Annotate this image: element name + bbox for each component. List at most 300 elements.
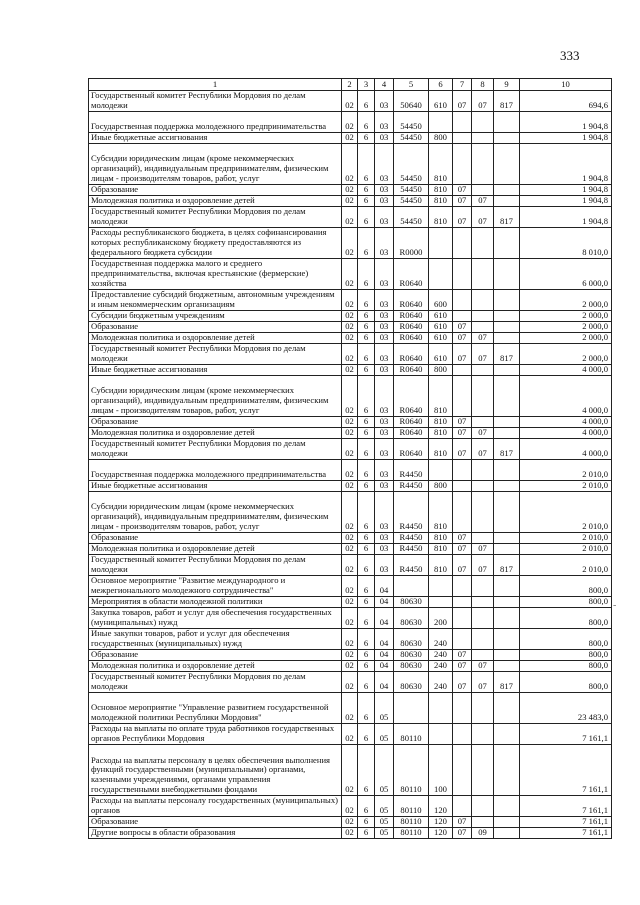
code-cell: [429, 112, 453, 133]
code-cell: 80110: [394, 828, 429, 839]
code-cell: 04: [375, 608, 394, 629]
code-cell: 03: [375, 207, 394, 228]
code-cell: 07: [472, 428, 494, 439]
code-cell: 02: [342, 207, 358, 228]
code-cell: [394, 693, 429, 724]
code-cell: [494, 228, 520, 259]
code-cell: 610: [429, 311, 453, 322]
row-name-cell: Государственная поддержка молодежного предпринимательства: [89, 460, 342, 481]
budget-table-sheet: [88, 78, 611, 839]
row-name-cell: Образование: [89, 533, 342, 544]
code-cell: [429, 259, 453, 290]
amount-cell: 1 904,8: [520, 112, 612, 133]
code-cell: [472, 376, 494, 417]
table-row: [89, 112, 612, 133]
code-cell: 240: [429, 672, 453, 693]
code-cell: [453, 228, 472, 259]
code-cell: 810: [429, 196, 453, 207]
table-row: [89, 333, 612, 344]
code-cell: R0640: [394, 322, 429, 333]
code-cell: 04: [375, 597, 394, 608]
code-cell: 6: [358, 376, 375, 417]
code-cell: 240: [429, 661, 453, 672]
table-row: [89, 650, 612, 661]
code-cell: 02: [342, 460, 358, 481]
amount-cell: 2 000,0: [520, 333, 612, 344]
code-cell: 07: [453, 533, 472, 544]
row-name-cell: Иные бюджетные ассигнования: [89, 481, 342, 492]
code-cell: 03: [375, 428, 394, 439]
code-cell: 810: [429, 555, 453, 576]
code-cell: 80110: [394, 745, 429, 796]
code-cell: 03: [375, 460, 394, 481]
amount-cell: 7 161,1: [520, 745, 612, 796]
table-row: [89, 365, 612, 376]
amount-cell: 694,6: [520, 91, 612, 112]
code-cell: 02: [342, 661, 358, 672]
code-cell: [472, 608, 494, 629]
row-name-cell: Молодежная политика и оздоровление детей: [89, 428, 342, 439]
code-cell: 120: [429, 796, 453, 817]
code-cell: 80630: [394, 672, 429, 693]
code-cell: 6: [358, 91, 375, 112]
code-cell: [494, 333, 520, 344]
code-cell: R0640: [394, 290, 429, 311]
row-name-cell: Субсидии юридическим лицам (кроме некоммерческих организаций), индивидуальным предпринимателям, физическим лицам - производителям товаров, работ, услуг: [89, 492, 342, 533]
code-cell: 810: [429, 533, 453, 544]
amount-cell: 800,0: [520, 576, 612, 597]
code-cell: 07: [453, 322, 472, 333]
code-cell: 02: [342, 322, 358, 333]
amount-cell: 2 000,0: [520, 344, 612, 365]
code-cell: 800: [429, 133, 453, 144]
code-cell: 02: [342, 333, 358, 344]
row-name-cell: Государственная поддержка молодежного предпринимательства: [89, 112, 342, 133]
row-name-cell: Иные закупки товаров, работ и услуг для обеспечения государственных (муниципальных) нужд: [89, 629, 342, 650]
col-header: 7: [453, 79, 472, 91]
code-cell: 03: [375, 228, 394, 259]
code-cell: 02: [342, 817, 358, 828]
col-header: 3: [358, 79, 375, 91]
code-cell: [494, 724, 520, 745]
code-cell: 03: [375, 290, 394, 311]
code-cell: 05: [375, 693, 394, 724]
row-name-cell: Молодежная политика и оздоровление детей: [89, 196, 342, 207]
code-cell: 09: [472, 828, 494, 839]
row-name-cell: Образование: [89, 185, 342, 196]
code-cell: 120: [429, 817, 453, 828]
budget-table: [88, 78, 612, 839]
amount-cell: 4 000,0: [520, 365, 612, 376]
row-name-cell: Расходы на выплаты по оплате труда работников государственных органов Республики Мордовия: [89, 724, 342, 745]
row-name-cell: Расходы республиканского бюджета, в целях софинансирования которых республиканскому бюджету предоставляются из федерального бюджета субсидии: [89, 228, 342, 259]
row-name-cell: Молодежная политика и оздоровление детей: [89, 333, 342, 344]
code-cell: 6: [358, 344, 375, 365]
code-cell: 240: [429, 650, 453, 661]
row-name-cell: Расходы на выплаты персоналу государственных (муниципальных) органов: [89, 796, 342, 817]
code-cell: 07: [453, 91, 472, 112]
code-cell: 03: [375, 112, 394, 133]
amount-cell: 2 000,0: [520, 290, 612, 311]
page-number: 333: [560, 48, 580, 63]
code-cell: 200: [429, 608, 453, 629]
code-cell: 07: [472, 544, 494, 555]
row-name-cell: Закупка товаров, работ и услуг для обеспечения государственных (муниципальных) нужд: [89, 608, 342, 629]
code-cell: R4450: [394, 481, 429, 492]
amount-cell: 1 904,8: [520, 185, 612, 196]
code-cell: 03: [375, 196, 394, 207]
amount-cell: 2 010,0: [520, 481, 612, 492]
code-cell: R0640: [394, 428, 429, 439]
row-name-cell: Молодежная политика и оздоровление детей: [89, 544, 342, 555]
code-cell: R0640: [394, 376, 429, 417]
code-cell: [453, 290, 472, 311]
row-name-cell: Государственный комитет Республики Мордовия по делам молодежи: [89, 91, 342, 112]
table-row: [89, 576, 612, 597]
code-cell: [494, 828, 520, 839]
code-cell: 6: [358, 745, 375, 796]
code-cell: [494, 185, 520, 196]
code-cell: R4450: [394, 533, 429, 544]
code-cell: 817: [494, 344, 520, 365]
amount-cell: 800,0: [520, 629, 612, 650]
table-row: [89, 745, 612, 796]
table-row: [89, 311, 612, 322]
amount-cell: 2 010,0: [520, 460, 612, 481]
table-row: [89, 185, 612, 196]
table-row: [89, 481, 612, 492]
code-cell: 6: [358, 228, 375, 259]
code-cell: 817: [494, 91, 520, 112]
code-cell: R0640: [394, 311, 429, 322]
code-cell: 810: [429, 376, 453, 417]
table-row: [89, 492, 612, 533]
code-cell: [472, 481, 494, 492]
code-cell: [472, 492, 494, 533]
code-cell: 04: [375, 672, 394, 693]
table-row: [89, 228, 612, 259]
code-cell: 02: [342, 796, 358, 817]
code-cell: 54450: [394, 196, 429, 207]
code-cell: 80630: [394, 608, 429, 629]
code-cell: R0640: [394, 365, 429, 376]
col-header: 5: [394, 79, 429, 91]
amount-cell: 8 010,0: [520, 228, 612, 259]
code-cell: [472, 817, 494, 828]
code-cell: 02: [342, 544, 358, 555]
code-cell: 04: [375, 650, 394, 661]
table-row: [89, 91, 612, 112]
code-cell: 07: [453, 828, 472, 839]
table-row: [89, 344, 612, 365]
code-cell: 05: [375, 817, 394, 828]
code-cell: 02: [342, 133, 358, 144]
code-cell: [472, 185, 494, 196]
code-cell: 03: [375, 344, 394, 365]
code-cell: 6: [358, 322, 375, 333]
code-cell: 6: [358, 333, 375, 344]
code-cell: 6: [358, 672, 375, 693]
code-cell: 04: [375, 629, 394, 650]
code-cell: 02: [342, 439, 358, 460]
code-cell: [472, 533, 494, 544]
code-cell: R0640: [394, 344, 429, 365]
code-cell: 80630: [394, 597, 429, 608]
code-cell: 6: [358, 724, 375, 745]
table-row: [89, 629, 612, 650]
code-cell: [494, 796, 520, 817]
code-cell: 07: [472, 207, 494, 228]
code-cell: R0000: [394, 228, 429, 259]
code-cell: 810: [429, 439, 453, 460]
amount-cell: 4 000,0: [520, 376, 612, 417]
code-cell: 07: [472, 196, 494, 207]
code-cell: 03: [375, 333, 394, 344]
code-cell: 6: [358, 439, 375, 460]
code-cell: 100: [429, 745, 453, 796]
code-cell: [494, 376, 520, 417]
code-cell: [472, 650, 494, 661]
col-header: 6: [429, 79, 453, 91]
code-cell: 02: [342, 91, 358, 112]
code-cell: 120: [429, 828, 453, 839]
code-cell: [494, 460, 520, 481]
code-cell: 817: [494, 439, 520, 460]
code-cell: 54450: [394, 185, 429, 196]
code-cell: 07: [453, 672, 472, 693]
code-cell: 6: [358, 608, 375, 629]
code-cell: [494, 144, 520, 185]
code-cell: 610: [429, 322, 453, 333]
code-cell: 05: [375, 828, 394, 839]
code-cell: 02: [342, 344, 358, 365]
amount-cell: 2 010,0: [520, 544, 612, 555]
code-cell: 810: [429, 428, 453, 439]
code-cell: 07: [453, 196, 472, 207]
code-cell: [472, 796, 494, 817]
amount-cell: 6 000,0: [520, 259, 612, 290]
code-cell: [453, 608, 472, 629]
amount-cell: 1 904,8: [520, 207, 612, 228]
code-cell: 07: [453, 185, 472, 196]
code-cell: 6: [358, 555, 375, 576]
table-row: [89, 259, 612, 290]
row-name-cell: Государственный комитет Республики Мордовия по делам молодежи: [89, 439, 342, 460]
col-header: 2: [342, 79, 358, 91]
code-cell: 07: [472, 91, 494, 112]
code-cell: [494, 608, 520, 629]
code-cell: 6: [358, 207, 375, 228]
code-cell: 800: [429, 481, 453, 492]
code-cell: 03: [375, 91, 394, 112]
code-cell: 6: [358, 311, 375, 322]
code-cell: 50640: [394, 91, 429, 112]
code-cell: 04: [375, 576, 394, 597]
table-row: [89, 693, 612, 724]
code-cell: 07: [453, 544, 472, 555]
code-cell: [453, 796, 472, 817]
table-row: [89, 724, 612, 745]
code-cell: [453, 259, 472, 290]
code-cell: 03: [375, 144, 394, 185]
code-cell: 07: [453, 428, 472, 439]
code-cell: 610: [429, 91, 453, 112]
code-cell: [453, 311, 472, 322]
table-row: [89, 439, 612, 460]
amount-cell: 1 904,8: [520, 196, 612, 207]
code-cell: [472, 693, 494, 724]
code-cell: [472, 322, 494, 333]
code-cell: [472, 724, 494, 745]
code-cell: [472, 365, 494, 376]
code-cell: 80110: [394, 817, 429, 828]
code-cell: 02: [342, 555, 358, 576]
code-cell: 02: [342, 828, 358, 839]
amount-cell: 2 010,0: [520, 533, 612, 544]
code-cell: 6: [358, 693, 375, 724]
code-cell: 03: [375, 185, 394, 196]
code-cell: 6: [358, 796, 375, 817]
col-header: 8: [472, 79, 494, 91]
col-header: 10: [520, 79, 612, 91]
code-cell: [494, 196, 520, 207]
code-cell: 02: [342, 376, 358, 417]
table-row: [89, 428, 612, 439]
row-name-cell: Государственный комитет Республики Мордовия по делам молодежи: [89, 344, 342, 365]
code-cell: 80630: [394, 661, 429, 672]
code-cell: [494, 311, 520, 322]
code-cell: [453, 365, 472, 376]
table-row: [89, 290, 612, 311]
table-row: [89, 544, 612, 555]
table-row: [89, 597, 612, 608]
code-cell: [472, 133, 494, 144]
code-cell: [494, 492, 520, 533]
code-cell: 6: [358, 417, 375, 428]
code-cell: [494, 544, 520, 555]
code-cell: 6: [358, 661, 375, 672]
row-name-cell: Образование: [89, 417, 342, 428]
code-cell: [494, 661, 520, 672]
code-cell: 6: [358, 544, 375, 555]
code-cell: 80110: [394, 724, 429, 745]
code-cell: 6: [358, 112, 375, 133]
code-cell: 6: [358, 196, 375, 207]
code-cell: [453, 376, 472, 417]
code-cell: [453, 481, 472, 492]
code-cell: [429, 724, 453, 745]
code-cell: 810: [429, 417, 453, 428]
code-cell: 02: [342, 597, 358, 608]
code-cell: [453, 629, 472, 650]
code-cell: 54450: [394, 133, 429, 144]
code-cell: [494, 650, 520, 661]
code-cell: [453, 460, 472, 481]
code-cell: [494, 629, 520, 650]
code-cell: 810: [429, 144, 453, 185]
code-cell: 610: [429, 344, 453, 365]
code-cell: 6: [358, 144, 375, 185]
code-cell: 02: [342, 428, 358, 439]
code-cell: 810: [429, 492, 453, 533]
code-cell: [429, 597, 453, 608]
code-cell: 02: [342, 724, 358, 745]
code-cell: 02: [342, 745, 358, 796]
code-cell: [494, 290, 520, 311]
code-cell: 07: [453, 817, 472, 828]
code-cell: 80110: [394, 796, 429, 817]
code-cell: 04: [375, 661, 394, 672]
code-cell: 80630: [394, 650, 429, 661]
code-cell: 02: [342, 533, 358, 544]
code-cell: 03: [375, 259, 394, 290]
code-cell: 02: [342, 693, 358, 724]
code-cell: [453, 576, 472, 597]
code-cell: 07: [453, 661, 472, 672]
code-cell: R0640: [394, 333, 429, 344]
code-cell: 6: [358, 533, 375, 544]
table-row: [89, 460, 612, 481]
code-cell: 07: [472, 344, 494, 365]
amount-cell: 7 161,1: [520, 817, 612, 828]
row-name-cell: Государственный комитет Республики Мордовия по делам молодежи: [89, 555, 342, 576]
col-header: 1: [89, 79, 342, 91]
code-cell: [472, 144, 494, 185]
code-cell: 6: [358, 259, 375, 290]
amount-cell: 800,0: [520, 650, 612, 661]
code-cell: 02: [342, 228, 358, 259]
code-cell: 6: [358, 133, 375, 144]
code-cell: 02: [342, 185, 358, 196]
code-cell: [494, 417, 520, 428]
row-name-cell: Предоставление субсидий бюджетным, автономным учреждениям и иным некоммерческим организациям: [89, 290, 342, 311]
code-cell: 817: [494, 207, 520, 228]
code-cell: 6: [358, 481, 375, 492]
row-name-cell: Субсидии юридическим лицам (кроме некоммерческих организаций), индивидуальным предпринимателям, физическим лицам - производителям товаров, работ, услуг: [89, 376, 342, 417]
code-cell: 600: [429, 290, 453, 311]
code-cell: [394, 576, 429, 597]
code-cell: R4450: [394, 492, 429, 533]
row-name-cell: Иные бюджетные ассигнования: [89, 365, 342, 376]
code-cell: 07: [453, 207, 472, 228]
table-row: [89, 555, 612, 576]
code-cell: 6: [358, 650, 375, 661]
code-cell: 6: [358, 428, 375, 439]
code-cell: 6: [358, 629, 375, 650]
code-cell: [472, 460, 494, 481]
row-name-cell: Субсидии юридическим лицам (кроме некоммерческих организаций), индивидуальным предпринимателям, физическим лицам - производителям товаров, работ, услуг: [89, 144, 342, 185]
code-cell: [472, 597, 494, 608]
code-cell: [453, 693, 472, 724]
code-cell: R0640: [394, 439, 429, 460]
code-cell: [494, 745, 520, 796]
amount-cell: 4 000,0: [520, 428, 612, 439]
code-cell: R0640: [394, 417, 429, 428]
row-name-cell: Мероприятия в области молодежной политики: [89, 597, 342, 608]
row-name-cell: Основное мероприятие "Развитие международного и межрегионального молодежного сотрудничества": [89, 576, 342, 597]
table-row: [89, 608, 612, 629]
code-cell: 07: [453, 439, 472, 460]
table-row: [89, 796, 612, 817]
code-cell: [494, 133, 520, 144]
code-cell: 610: [429, 333, 453, 344]
amount-cell: 4 000,0: [520, 439, 612, 460]
code-cell: [494, 365, 520, 376]
code-cell: 810: [429, 544, 453, 555]
row-name-cell: Молодежная политика и оздоровление детей: [89, 661, 342, 672]
code-cell: 6: [358, 492, 375, 533]
code-cell: [429, 693, 453, 724]
